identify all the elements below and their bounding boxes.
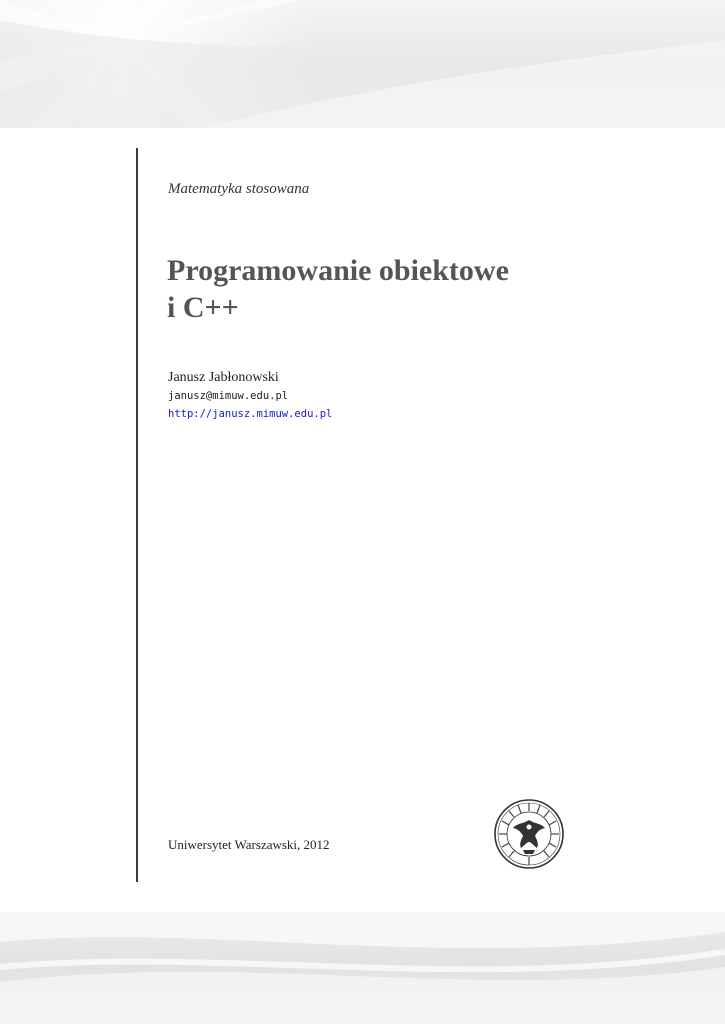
series-name: Matematyka stosowana: [168, 181, 310, 197]
title-line-1: Programowanie obiektowe: [167, 254, 509, 287]
document-title: [167, 252, 509, 326]
vertical-rule: [136, 148, 138, 882]
light-rays-icon: [0, 0, 725, 128]
publisher-footer: Uniwersytet Warszawski, 2012: [168, 837, 330, 852]
title-line-2: i C++: [167, 291, 239, 324]
header-decoration: [0, 0, 725, 128]
author-homepage-link[interactable]: http://janusz.mimuw.edu.pl: [168, 408, 333, 420]
university-seal-icon: [493, 798, 565, 870]
author-email: janusz@mimuw.edu.pl: [168, 390, 289, 402]
author-name: Janusz Jabłonowski: [168, 370, 279, 385]
footer-decoration: [0, 912, 725, 1024]
wave-decoration-icon: [0, 912, 725, 1024]
